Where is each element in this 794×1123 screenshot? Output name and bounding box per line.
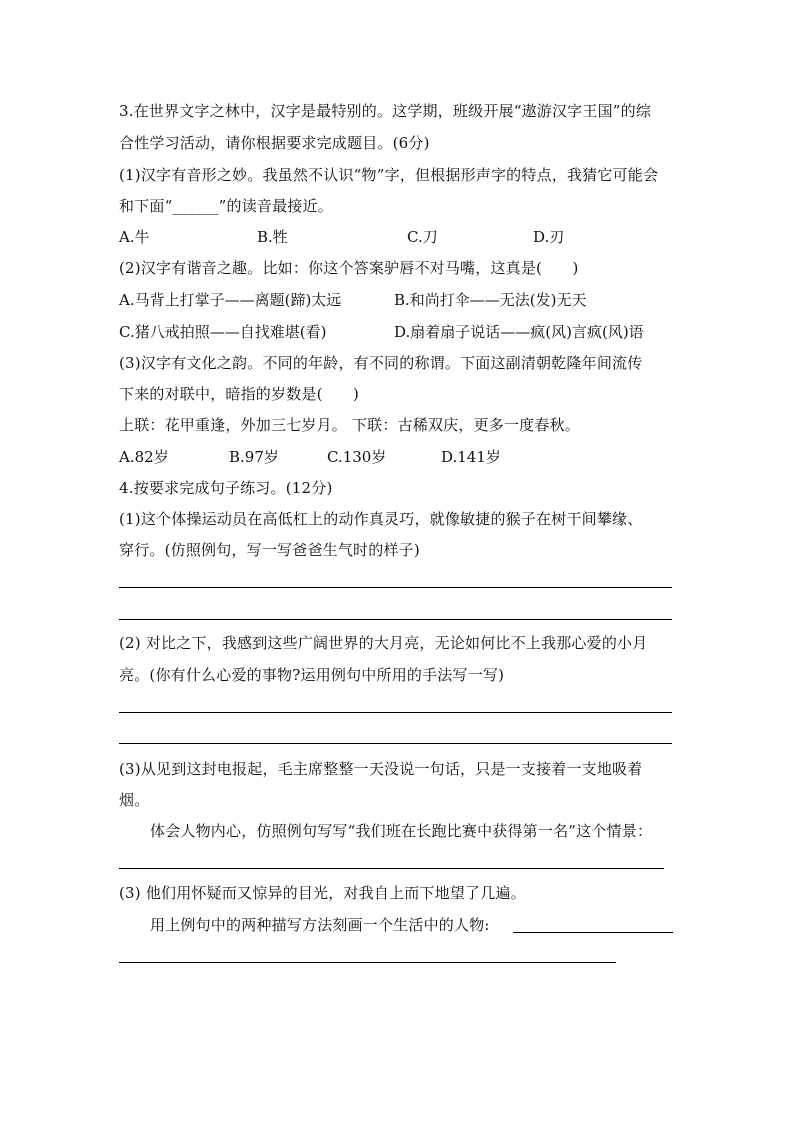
q3-part1-option-b[interactable]: B.牲 (257, 228, 288, 246)
q3-part3-line2: 下来的对联中，暗指的岁数是( ) (119, 385, 360, 403)
q3-part3-option-b[interactable]: B.97岁 (229, 448, 279, 466)
q3-part1-option-c[interactable]: C.刀 (407, 228, 438, 246)
q4-s1-line1: (1)这个体操运动员在高低杠上的动作真灵巧，就像敏捷的猴子在树干间攀缘、 (119, 510, 643, 528)
q3-part3-line1: (3)汉字有文化之韵。不同的年龄，有不同的称谓。下面这副清朝乾隆年间流传 (119, 354, 643, 372)
q3-part1-option-a[interactable]: A.牛 (119, 228, 150, 246)
q3-part3-option-d[interactable]: D.141岁 (441, 448, 501, 466)
q4-s4-task: 用上例句中的两种描写方法刻画一个生活中的人物: (150, 916, 490, 934)
q4-s2-answer-line1[interactable] (119, 712, 672, 713)
q4-s4-line1: (3) 他们用怀疑而又惊异的目光，对我自上而下地望了几遍。 (119, 884, 526, 902)
q3-part2-option-a[interactable]: A.马背上打掌子——离题(蹄)太远 (119, 291, 342, 309)
q3-part3-option-a[interactable]: A.82岁 (119, 448, 169, 466)
q4-s2-line2: 亮。(你有什么心爱的事物?运用例句中所用的手法写一写) (119, 666, 505, 684)
q3-intro-line1: 3.在世界文字之林中，汉字是最特别的。这学期，班级开展“遨游汉字王国”的综 (119, 102, 652, 120)
q4-s4-answer-inline-line[interactable] (513, 932, 673, 933)
q3-part1-line1: (1)汉字有音形之妙。我虽然不认识“物”字，但根据形声字的特点，我猜它可能会 (119, 166, 659, 184)
q3-part1-line2: 和下面“______”的读音最接近。 (119, 197, 333, 215)
q4-s1-answer-line2[interactable] (119, 619, 672, 620)
q3-part2-option-d[interactable]: D.扇着扇子说话——疯(风)言疯(风)语 (394, 323, 644, 341)
q3-part3-option-c[interactable]: C.130岁 (327, 448, 387, 466)
q3-intro-line2: 合性学习活动，请你根据要求完成题目。(6分) (119, 134, 430, 152)
q4-s3-task: 体会人物内心，仿照例句写写“我们班在长跑比赛中获得第一名”这个情景： (150, 822, 653, 840)
q4-s2-answer-line2[interactable] (119, 743, 672, 744)
q3-part3-couplet: 上联：花甲重逢，外加三七岁月。 下联：古稀双庆，更多一度春秋。 (119, 416, 580, 434)
q4-s4-answer-line[interactable] (119, 962, 616, 963)
q4-s1-answer-line1[interactable] (119, 587, 672, 588)
q4-title: 4.按要求完成句子练习。(12分) (119, 479, 333, 497)
q3-part2-line1: (2)汉字有谐音之趣。比如：你这个答案驴唇不对马嘴，这真是( ) (119, 259, 579, 277)
q4-s1-line2: 穿行。(仿照例句，写一写爸爸生气时的样子) (119, 541, 420, 559)
q4-s3-line2: 烟。 (119, 791, 150, 809)
q4-s2-line1: (2) 对比之下，我感到这些广阔世界的大月亮，无论如何比不上我那心爱的小月 (119, 634, 648, 652)
q3-part1-option-d[interactable]: D.刃 (533, 228, 565, 246)
q4-s3-line1: (3)从见到这封电报起，毛主席整整一天没说一句话，只是一支接着一支地吸着 (119, 760, 643, 778)
q3-part2-option-c[interactable]: C.猪八戒拍照——自找难堪(看) (119, 323, 327, 341)
q3-part2-option-b[interactable]: B.和尚打伞——无法(发)无天 (394, 291, 587, 309)
q4-s3-answer-line[interactable] (119, 868, 664, 869)
